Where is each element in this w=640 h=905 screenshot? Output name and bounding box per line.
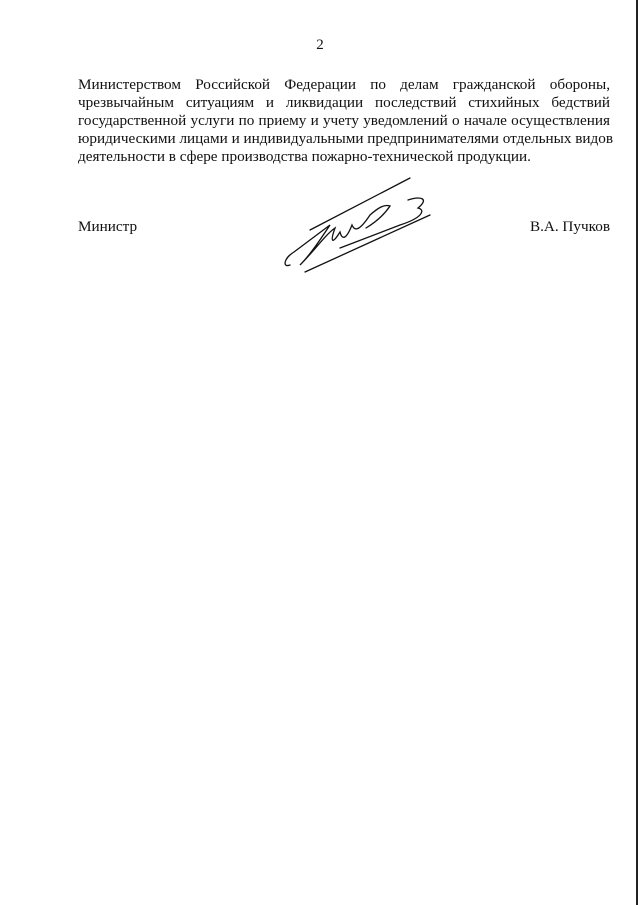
signatory-name: В.А. Пучков (529, 218, 610, 235)
handwritten-signature (280, 170, 460, 280)
body-line: Министерством Российской Федерации по делам гражданской обороны, (78, 76, 610, 93)
body-line: деятельности в сфере производства пожарно-технической продукции. (78, 148, 531, 165)
body-line: чрезвычайным ситуациям и ликвидации последствий стихийных бедствий (78, 94, 610, 111)
body-text (78, 76, 614, 166)
body-line: юридическими лицами и индивидуальными предпринимателями отдельных видов (78, 130, 614, 147)
scan-edge (636, 0, 638, 905)
body-line: государственной услуги по приему и учету уведомлений о начале осуществления (78, 112, 610, 129)
page-number: 2 (316, 37, 324, 53)
signatory-position: Министр (78, 218, 138, 235)
